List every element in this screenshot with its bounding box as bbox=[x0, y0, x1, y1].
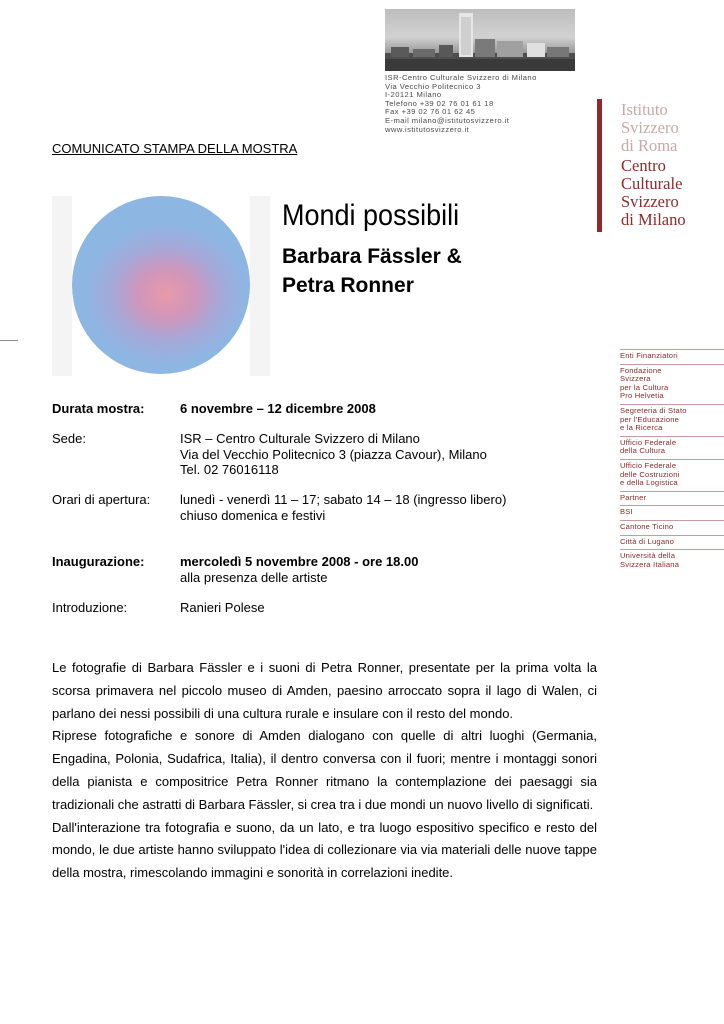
durata-value: 6 novembre – 12 dicembre 2008 bbox=[180, 401, 376, 416]
address-line: Via Vecchio Politecnico 3 bbox=[385, 81, 481, 91]
brand-line: Culturale bbox=[621, 174, 683, 193]
sponsor-item bbox=[620, 535, 724, 550]
introduzione-value: Ranieri Polese bbox=[180, 600, 265, 615]
sponsor-item bbox=[620, 505, 724, 520]
sponsor-line: Partner bbox=[620, 492, 647, 502]
sponsor-line: Cantone Ticino bbox=[620, 521, 674, 531]
exhibition-artwork-image bbox=[72, 196, 250, 374]
image-margin-left bbox=[52, 196, 72, 376]
sponsor-line: Pro Helvetia bbox=[620, 391, 664, 401]
sponsor-item bbox=[620, 520, 724, 535]
address-line: I-20121 Milano bbox=[385, 90, 442, 100]
press-release-heading: COMUNICATO STAMPA DELLA MOSTRA bbox=[52, 141, 298, 156]
sponsor-item bbox=[620, 436, 724, 459]
orari-line: chiuso domenica e festivi bbox=[180, 507, 326, 523]
inaugurazione-value bbox=[180, 554, 418, 585]
sponsor-line: Enti Finanziatori bbox=[620, 351, 678, 360]
sponsor-line: e della Logistica bbox=[620, 478, 678, 488]
sponsor-line: Ufficio Federale bbox=[620, 460, 677, 470]
sponsor-line: Svizzera Italiana bbox=[620, 559, 680, 569]
sponsor-line: Università della bbox=[620, 551, 676, 561]
body-paragraph: Riprese fotografiche e sonore di Amden dialogano con quelle di altri luoghi (Germania, Engadina, Polonia, Sudafrica, Italia), il dentro conversa con il fuori; mentre i montaggi sonori della pianista e compositrice Petra Ronner ritmano la contemplazione dei paesaggi sia tradizionali che astratti di Barbara Fässler, si crea tra i due mondi un nuovo livello di significati. bbox=[52, 728, 597, 812]
brand-line: Istituto bbox=[621, 100, 668, 119]
brand-line: Svizzero bbox=[621, 192, 679, 211]
address-line: Fax +39 02 76 01 62 45 bbox=[385, 107, 476, 117]
press-body bbox=[52, 657, 597, 885]
sponsor-line: Città di Lugano bbox=[620, 536, 675, 546]
image-margin-right bbox=[250, 196, 270, 376]
brand-accent-bar bbox=[597, 99, 602, 232]
header-building-photo bbox=[385, 9, 575, 71]
orari-value bbox=[180, 492, 506, 523]
artists-names bbox=[282, 242, 462, 300]
sede-value bbox=[180, 431, 487, 478]
orari-line: lunedì - venerdì 11 – 17; sabato 14 – 18 (ingresso libero) bbox=[180, 492, 507, 507]
sede-label: Sede: bbox=[52, 431, 86, 446]
sponsor-line: per l'Educazione bbox=[620, 414, 680, 424]
sponsor-line: per la Cultura bbox=[620, 382, 669, 392]
sponsors-list bbox=[620, 349, 724, 572]
introduzione-label: Introduzione: bbox=[52, 600, 128, 615]
address-line[interactable]: www.istitutosvizzero.it bbox=[385, 124, 470, 134]
address-line: ISR-Centro Culturale Svizzero di Milano bbox=[385, 73, 537, 82]
sponsor-item bbox=[620, 459, 724, 491]
address-line: Telefono +39 02 76 01 61 18 bbox=[385, 98, 494, 108]
sponsor-item bbox=[620, 349, 724, 364]
inaugurazione-date: mercoledì 5 novembre 2008 - ore 18.00 bbox=[180, 554, 419, 569]
artist-line: Petra Ronner bbox=[282, 274, 414, 297]
brand-roma-logotype bbox=[621, 101, 679, 155]
brand-line: Centro bbox=[621, 156, 666, 175]
orari-label: Orari di apertura: bbox=[52, 492, 151, 507]
sponsor-line: delle Costruzioni bbox=[620, 469, 680, 479]
sponsor-line: BSI bbox=[620, 507, 633, 517]
brand-milano-logotype bbox=[621, 157, 686, 229]
inaugurazione-label: Inaugurazione: bbox=[52, 554, 145, 569]
sponsor-item bbox=[620, 404, 724, 436]
sponsor-line: Svizzera bbox=[620, 374, 651, 384]
sede-line: ISR – Centro Culturale Svizzero di Milano bbox=[180, 431, 420, 446]
sponsor-item bbox=[620, 491, 724, 506]
sponsor-line: Segreteria di Stato bbox=[620, 405, 687, 415]
address-line[interactable]: E-mail milano@istitutosvizzero.it bbox=[385, 115, 510, 125]
durata-label: Durata mostra: bbox=[52, 401, 145, 416]
exhibition-title: Mondi possibili bbox=[282, 199, 460, 232]
brand-line: Svizzero bbox=[621, 118, 679, 137]
sponsor-line: e la Ricerca bbox=[620, 423, 663, 433]
sponsor-line: della Cultura bbox=[620, 446, 666, 456]
fold-mark bbox=[0, 340, 18, 341]
sponsor-item bbox=[620, 364, 724, 404]
artist-line: Barbara Fässler & bbox=[282, 245, 462, 268]
sponsor-item bbox=[620, 549, 724, 572]
sede-line: Tel. 02 76016118 bbox=[180, 462, 279, 477]
institute-address bbox=[385, 74, 537, 134]
sponsor-line: Fondazione bbox=[620, 365, 662, 375]
sede-line: Via del Vecchio Politecnico 3 (piazza Cavour), Milano bbox=[180, 446, 487, 462]
body-paragraph: Le fotografie di Barbara Fässler e i suoni di Petra Ronner, presentate per la prima volta la scorsa primavera nel piccolo museo di Amden, paesino arroccato sopra il lago di Walen, ci parlano dei nessi possibili di una cultura rurale e insulare con il resto del mondo. bbox=[52, 660, 597, 721]
body-paragraph: Dall'interazione tra fotografia e suono, da un lato, e tra luogo espositivo specifico e resto del mondo, le due artiste hanno sviluppato l'idea di collezionare via via materiali delle nuove tappe della mostra, rimescolando immagini e sonorità in correlazioni inedite. bbox=[52, 819, 597, 881]
inaugurazione-note: alla presenza delle artiste bbox=[180, 569, 328, 585]
brand-line: di Milano bbox=[621, 210, 686, 229]
brand-line: di Roma bbox=[621, 136, 678, 155]
sponsor-line: Ufficio Federale bbox=[620, 437, 677, 447]
